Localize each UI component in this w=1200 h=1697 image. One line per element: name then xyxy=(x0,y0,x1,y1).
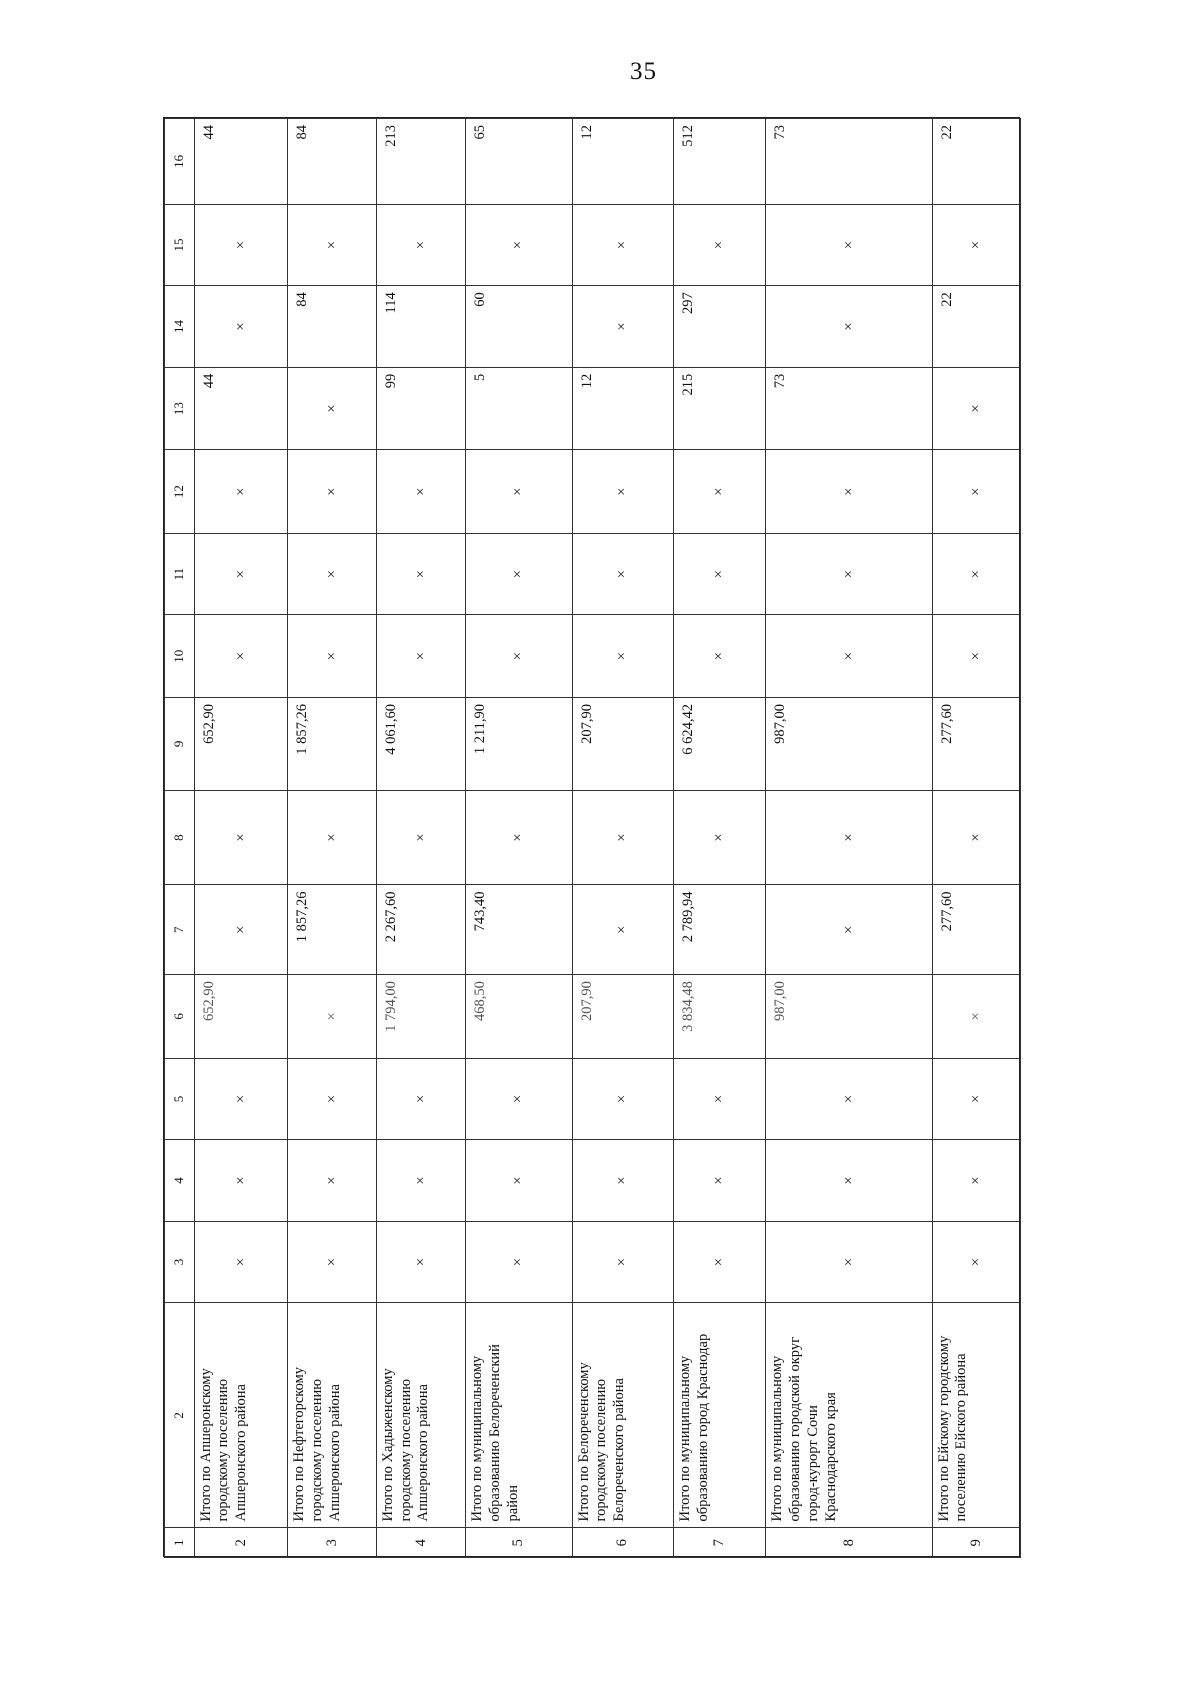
value-cell-c15: × xyxy=(673,204,766,286)
value-cell-c8: × xyxy=(194,790,288,885)
value-cell-c8: × xyxy=(466,790,572,885)
value-cell-c10: × xyxy=(194,615,288,698)
value-cell-c4: × xyxy=(673,1140,766,1222)
header-cell: 1 xyxy=(165,1528,195,1558)
value-cell-c11: × xyxy=(932,533,1020,615)
value-cell-c14: × xyxy=(572,286,673,368)
value-cell-c14: 297 xyxy=(673,286,766,368)
table-row xyxy=(766,119,932,1558)
header-cell: 14 xyxy=(165,286,195,368)
value-cell-c7: 2 267,60 xyxy=(376,885,465,975)
value-cell-c5: × xyxy=(572,1058,673,1140)
value-cell-c12: × xyxy=(194,450,288,534)
value-cell-c15: × xyxy=(572,204,673,286)
row-number-cell: 8 xyxy=(766,1528,932,1558)
value-cell-c9: 987,00 xyxy=(766,697,932,790)
value-cell-c7: 743,40 xyxy=(466,885,572,975)
value-cell-c11: × xyxy=(673,533,766,615)
value-cell-c12: × xyxy=(288,450,376,534)
row-number-cell: 7 xyxy=(673,1528,766,1558)
rotated-table-wrapper xyxy=(164,118,1021,1558)
value-cell-c12: × xyxy=(766,450,932,534)
row-name-cell: Итого по Хадыженскому городскому поселению Апшеронского района xyxy=(376,1303,465,1528)
row-name-cell: Итого по Белореченскому городскому поселению Белореченского района xyxy=(572,1303,673,1528)
value-cell-c7: 2 789,94 xyxy=(673,885,766,975)
value-cell-c13: 215 xyxy=(673,367,766,450)
value-cell-c15: × xyxy=(932,204,1020,286)
value-cell-c14: 84 xyxy=(288,286,376,368)
value-cell-c5: × xyxy=(194,1058,288,1140)
value-cell-c5: × xyxy=(376,1058,465,1140)
value-cell-c5: × xyxy=(766,1058,932,1140)
value-cell-c4: × xyxy=(194,1140,288,1222)
row-number-cell: 5 xyxy=(466,1528,572,1558)
value-cell-c13: 12 xyxy=(572,367,673,450)
value-cell-c7: × xyxy=(766,885,932,975)
header-cell: 11 xyxy=(165,533,195,615)
value-cell-c11: × xyxy=(572,533,673,615)
value-cell-c7: 1 857,26 xyxy=(288,885,376,975)
value-cell-c13: 73 xyxy=(766,367,932,450)
value-cell-c4: × xyxy=(766,1140,932,1222)
value-cell-c6: × xyxy=(932,975,1020,1059)
table-row xyxy=(673,119,766,1558)
header-cell: 5 xyxy=(165,1058,195,1140)
row-name-cell: Итого по муниципальному образованию городской округ город-курорт Сочи Краснодарского края xyxy=(766,1303,932,1528)
value-cell-c15: × xyxy=(194,204,288,286)
row-name-cell: Итого по Нефтегорскому городскому поселению Апшеронского района xyxy=(288,1303,376,1528)
value-cell-c12: × xyxy=(673,450,766,534)
value-cell-c8: × xyxy=(673,790,766,885)
value-cell-c10: × xyxy=(376,615,465,698)
value-cell-c8: × xyxy=(766,790,932,885)
header-cell: 13 xyxy=(165,367,195,450)
value-cell-c6: 987,00 xyxy=(766,975,932,1059)
table-row xyxy=(466,119,572,1558)
value-cell-c14: 22 xyxy=(932,286,1020,368)
value-cell-c10: × xyxy=(766,615,932,698)
value-cell-c11: × xyxy=(466,533,572,615)
header-cell: 10 xyxy=(165,615,195,698)
value-cell-c10: × xyxy=(673,615,766,698)
value-cell-c3: × xyxy=(572,1221,673,1303)
value-cell-c10: × xyxy=(572,615,673,698)
value-cell-c9: 1 211,90 xyxy=(466,697,572,790)
value-cell-c13: × xyxy=(288,367,376,450)
value-cell-c3: × xyxy=(766,1221,932,1303)
value-cell-c3: × xyxy=(376,1221,465,1303)
row-number-cell: 3 xyxy=(288,1528,376,1558)
value-cell-c13: × xyxy=(932,367,1020,450)
header-cell: 2 xyxy=(165,1303,195,1528)
value-cell-c7: 277,60 xyxy=(932,885,1020,975)
value-cell-c6: 3 834,48 xyxy=(673,975,766,1059)
value-cell-c16: 73 xyxy=(766,119,932,205)
table-row xyxy=(194,119,288,1558)
value-cell-c14: 60 xyxy=(466,286,572,368)
row-name-cell: Итого по Ейскому городскому поселению Ейского района xyxy=(932,1303,1020,1528)
page-number: 35 xyxy=(630,58,657,85)
value-cell-c6: 468,50 xyxy=(466,975,572,1059)
value-cell-c10: × xyxy=(288,615,376,698)
value-cell-c9: 6 624,42 xyxy=(673,697,766,790)
value-cell-c11: × xyxy=(288,533,376,615)
value-cell-c16: 84 xyxy=(288,119,376,205)
value-cell-c13: 5 xyxy=(466,367,572,450)
value-cell-c16: 22 xyxy=(932,119,1020,205)
value-cell-c4: × xyxy=(572,1140,673,1222)
value-cell-c3: × xyxy=(932,1221,1020,1303)
table-row xyxy=(376,119,465,1558)
value-cell-c8: × xyxy=(376,790,465,885)
header-cell: 3 xyxy=(165,1221,195,1303)
value-cell-c16: 12 xyxy=(572,119,673,205)
row-name-cell: Итого по Апшеронскому городскому поселению Апшеронского района xyxy=(194,1303,288,1528)
value-cell-c3: × xyxy=(194,1221,288,1303)
value-cell-c16: 213 xyxy=(376,119,465,205)
header-cell: 9 xyxy=(165,697,195,790)
value-cell-c12: × xyxy=(466,450,572,534)
value-cell-c12: × xyxy=(376,450,465,534)
rotated-table-frame xyxy=(163,117,1020,1557)
row-name-cell: Итого по муниципальному образованию Белореченский район xyxy=(466,1303,572,1528)
value-cell-c4: × xyxy=(466,1140,572,1222)
value-cell-c15: × xyxy=(466,204,572,286)
table-row xyxy=(572,119,673,1558)
value-cell-c6: 207,90 xyxy=(572,975,673,1059)
value-cell-c5: × xyxy=(673,1058,766,1140)
value-cell-c4: × xyxy=(376,1140,465,1222)
header-cell: 12 xyxy=(165,450,195,534)
value-cell-c5: × xyxy=(288,1058,376,1140)
table-row xyxy=(932,119,1020,1558)
value-cell-c11: × xyxy=(766,533,932,615)
value-cell-c4: × xyxy=(932,1140,1020,1222)
value-cell-c10: × xyxy=(466,615,572,698)
value-cell-c8: × xyxy=(572,790,673,885)
value-cell-c12: × xyxy=(572,450,673,534)
value-cell-c14: × xyxy=(194,286,288,368)
value-cell-c8: × xyxy=(288,790,376,885)
row-number-cell: 4 xyxy=(376,1528,465,1558)
value-cell-c11: × xyxy=(194,533,288,615)
value-cell-c5: × xyxy=(466,1058,572,1140)
header-row xyxy=(165,119,195,1558)
value-cell-c16: 65 xyxy=(466,119,572,205)
value-cell-c9: 1 857,26 xyxy=(288,697,376,790)
value-cell-c9: 652,90 xyxy=(194,697,288,790)
row-name-cell: Итого по муниципальному образованию город Краснодар xyxy=(673,1303,766,1528)
value-cell-c15: × xyxy=(288,204,376,286)
value-cell-c16: 512 xyxy=(673,119,766,205)
header-cell: 16 xyxy=(165,119,195,205)
value-cell-c7: × xyxy=(194,885,288,975)
value-cell-c14: × xyxy=(766,286,932,368)
header-cell: 8 xyxy=(165,790,195,885)
value-cell-c9: 277,60 xyxy=(932,697,1020,790)
header-cell: 4 xyxy=(165,1140,195,1222)
value-cell-c8: × xyxy=(932,790,1020,885)
value-cell-c9: 4 061,60 xyxy=(376,697,465,790)
value-cell-c4: × xyxy=(288,1140,376,1222)
value-cell-c15: × xyxy=(766,204,932,286)
row-number-cell: 6 xyxy=(572,1528,673,1558)
row-number-cell: 9 xyxy=(932,1528,1020,1558)
value-cell-c6: × xyxy=(288,975,376,1059)
header-cell: 15 xyxy=(165,204,195,286)
value-cell-c10: × xyxy=(932,615,1020,698)
value-cell-c15: × xyxy=(376,204,465,286)
value-cell-c12: × xyxy=(932,450,1020,534)
value-cell-c7: × xyxy=(572,885,673,975)
row-number-cell: 2 xyxy=(194,1528,288,1558)
value-cell-c13: 44 xyxy=(194,367,288,450)
value-cell-c13: 99 xyxy=(376,367,465,450)
header-cell: 6 xyxy=(165,975,195,1059)
value-cell-c5: × xyxy=(932,1058,1020,1140)
value-cell-c16: 44 xyxy=(194,119,288,205)
data-table xyxy=(164,118,1021,1558)
header-cell: 7 xyxy=(165,885,195,975)
value-cell-c9: 207,90 xyxy=(572,697,673,790)
value-cell-c3: × xyxy=(466,1221,572,1303)
value-cell-c11: × xyxy=(376,533,465,615)
value-cell-c6: 652,90 xyxy=(194,975,288,1059)
value-cell-c6: 1 794,00 xyxy=(376,975,465,1059)
table-row xyxy=(288,119,376,1558)
value-cell-c3: × xyxy=(288,1221,376,1303)
value-cell-c3: × xyxy=(673,1221,766,1303)
value-cell-c14: 114 xyxy=(376,286,465,368)
